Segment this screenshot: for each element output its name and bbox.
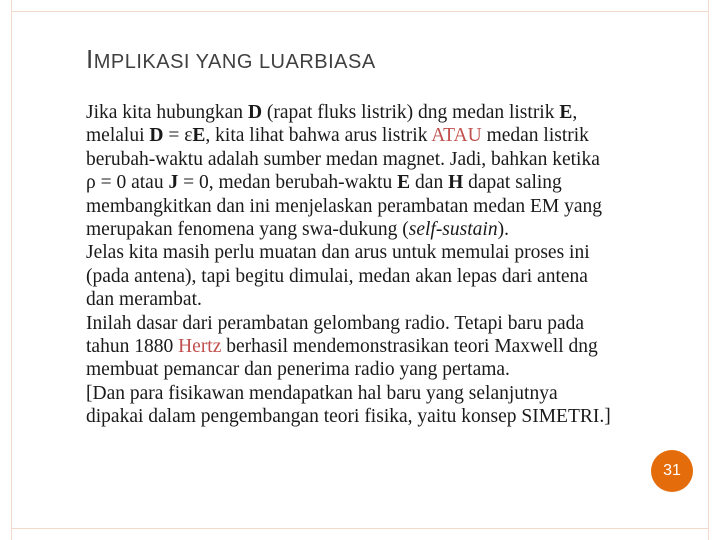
text-line: [Dan para fisikawan mendapatkan hal baru yang selanjutnya [86, 382, 558, 404]
highlight-hertz: Hertz [178, 336, 222, 358]
symbol-H: H [448, 172, 464, 194]
text-line [86, 101, 686, 124]
top-border-line [12, 11, 708, 12]
paragraph-1 [86, 101, 686, 241]
text: tahun 1880 [86, 336, 179, 358]
symbol-J: J [168, 172, 179, 194]
text-line [86, 335, 686, 358]
bottom-border-line [12, 528, 708, 529]
left-border-line [11, 0, 12, 540]
text-line [86, 171, 686, 194]
paragraph-3 [86, 312, 686, 382]
paragraph-4 [86, 382, 686, 429]
text-line [86, 124, 686, 147]
text: (rapat fluks listrik) dng medan listrik [262, 102, 560, 123]
text: ρ = 0 atau [86, 172, 169, 194]
text: , kita lihat bahwa arus listrik [205, 125, 432, 147]
text-line: membuat pemancar dan penerima radio yang pertama. [86, 359, 510, 381]
text: medan listrik [481, 125, 589, 147]
symbol-D: D [247, 102, 263, 123]
text: dapat saling [463, 172, 562, 194]
text-line: Jelas kita masih perlu muatan dan arus untuk memulai proses ini [86, 242, 590, 264]
text-line: berubah-waktu adalah sumber medan magnet. Jadi, bahkan ketika [86, 148, 600, 170]
text: = 0, medan berubah-waktu [178, 172, 398, 194]
text-line [86, 218, 686, 241]
text: dan [410, 172, 449, 194]
symbol-E: E [192, 125, 206, 147]
text-line: (pada antena), tapi begitu dimulai, medan akan lepas dari antena [86, 265, 588, 287]
text-line: membangkitkan dan ini menjelaskan perambatan medan EM yang [86, 195, 603, 217]
highlight-atau: ATAU [431, 125, 482, 147]
symbol-E: E [559, 102, 573, 123]
text-line: Inilah dasar dari perambatan gelombang radio. Tetapi baru pada [86, 312, 585, 334]
title-initial: I [86, 44, 94, 74]
page-number: 31 [663, 462, 681, 479]
slide-title [86, 44, 376, 75]
page-number-badge [651, 450, 693, 492]
text: Jika kita hubungkan [86, 102, 248, 123]
text: ). [497, 219, 509, 241]
text: merupakan fenomena yang swa-dukung ( [86, 219, 409, 241]
title-rest: MPLIKASI YANG LUARBIASA [93, 51, 376, 73]
right-border-line [708, 0, 709, 540]
text-line: dan merambat. [86, 289, 202, 311]
symbol-D: D [149, 125, 164, 147]
symbol-E: E [397, 172, 411, 194]
paragraph-2 [86, 241, 686, 311]
text: melalui [86, 125, 150, 147]
slide-body [86, 101, 686, 429]
text: = ε [163, 125, 193, 147]
term-self-sustain: self-sustain [408, 219, 498, 241]
text: , [572, 102, 578, 123]
text: berhasil mendemonstrasikan teori Maxwell dng [221, 336, 598, 358]
text-line: dipakai dalam pengembangan teori fisika, yaitu konsep SIMETRI.] [86, 406, 611, 428]
